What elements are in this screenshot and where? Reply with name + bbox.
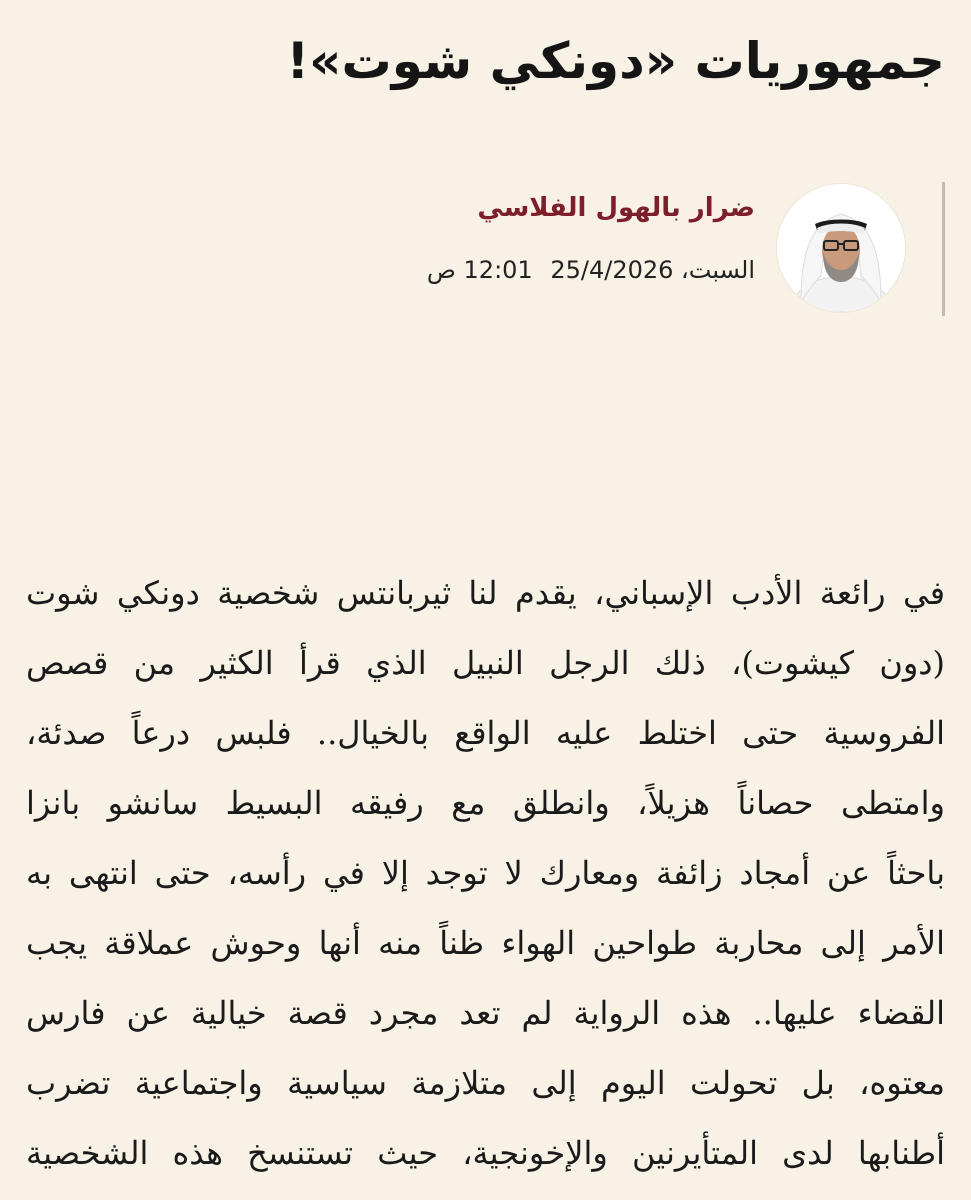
article-line: باحثاً عن أمجاد زائفة ومعارك لا توجد إلا في رأسه، حتى انتهى به — [26, 854, 945, 892]
article-line: في رائعة الأدب الإسباني، يقدم لنا ثيربانتس شخصية دونكي شوت — [26, 574, 945, 612]
author-byline — [335, 176, 945, 320]
publish-day: السبت، — [681, 256, 755, 284]
article-line: أطنابها لدى المتأيرنين والإخونجية، حيث تستنسخ هذه الشخصية — [26, 1134, 945, 1172]
article-headline: جمهوريات «دونكي شوت»! — [286, 32, 945, 90]
article-line: القضاء عليها.. هذه الرواية لم تعد مجرد قصة خيالية عن فارس — [26, 994, 945, 1032]
article-line: معتوه، بل تحولت اليوم إلى متلازمة سياسية واجتماعية تضرب — [26, 1064, 945, 1102]
article-body — [26, 558, 945, 1188]
article-line: الأمر إلى محاربة طواحين الهواء ظناً منه أنها وحوش عملاقة يجب — [26, 924, 945, 962]
byline-divider — [942, 182, 945, 316]
article-line: (دون كيشوت)، ذلك الرجل النبيل الذي قرأ الكثير من قصص — [26, 644, 945, 682]
author-avatar[interactable] — [777, 184, 905, 312]
article-line: الفروسية حتى اختلط عليه الواقع بالخيال.. فلبس درعاً صدئة، — [26, 714, 945, 752]
publish-time: 12:01 ص — [426, 256, 533, 284]
byline-text — [427, 186, 755, 290]
publish-datetime — [427, 250, 755, 290]
article-line: وامتطى حصاناً هزيلاً، وانطلق مع رفيقه البسيط سانشو بانزا — [26, 784, 945, 822]
author-photo-icon — [777, 184, 905, 312]
author-name[interactable]: ضرار بالهول الفلاسي — [477, 193, 755, 223]
publish-date: 25/4/2026 — [550, 256, 674, 284]
